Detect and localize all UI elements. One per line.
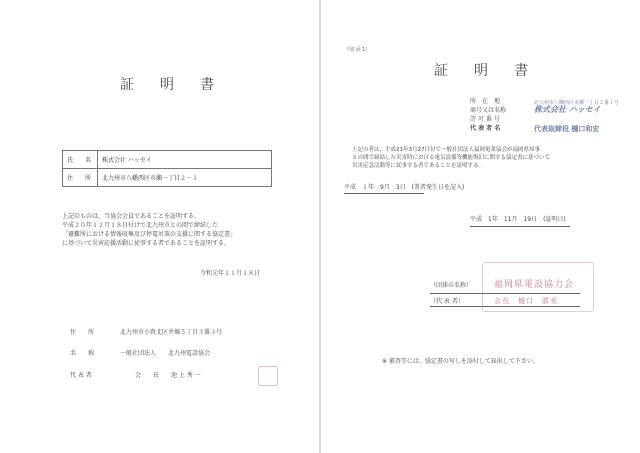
company-label: 商号又は名称 (470, 107, 507, 114)
left-date: 令和元年１１月１８日 (200, 270, 261, 277)
issue-date-line: 平成 １年 9月 3日 (署者発生日を記入) (344, 184, 465, 191)
issuer-address-label: 住 所 (70, 329, 95, 336)
issuer-name-value: 一般社団法人 北九州電設協会 (120, 350, 211, 357)
name-label: 氏 名 (63, 151, 98, 169)
representative-value: 代表取締役 樋口和宏 (534, 125, 600, 133)
issuer-rep-label: 代 表 者 (70, 372, 92, 379)
issuer-address-value: 北九州市小倉北区井堀５丁目３番３号 (120, 329, 223, 336)
cert-date-underline (470, 226, 570, 227)
company-value: 株式会社 ハッセイ (534, 105, 601, 114)
issuer-name-label: 名 称 (70, 350, 95, 357)
company-seal-icon (258, 366, 278, 386)
org-label: （団体の名称） (430, 282, 473, 289)
address-label: 住 所 (63, 169, 98, 187)
representative-label: 代 表 者 名 (470, 125, 501, 132)
body-line: 災害応急活動等に従事する者であることを証明する。 (352, 163, 485, 169)
right-body-text (352, 146, 550, 170)
form-note: （別 添 1） (344, 47, 371, 53)
rep-label: （代 表 者） (430, 298, 464, 305)
name-value: 株式会社 ハッセイ (98, 151, 272, 169)
association-stamp-icon (482, 262, 594, 312)
right-certificate-page (322, 0, 640, 453)
body-line: に基づいて災害応援活動に従事する者であることを証明する。 (62, 240, 231, 247)
cert-date-line: 平成 1年 11月 19日 (証明日) (470, 216, 566, 223)
body-line: 上記のものは、当協会会員であることを証明する。 (62, 213, 201, 220)
left-info-table (62, 150, 272, 187)
issue-date-underline (344, 193, 424, 194)
body-line: 「避難所における情報収集及び停電対策の支援に関する協定書」 (62, 231, 237, 238)
table-row (63, 169, 272, 187)
permit-label: 許 可 番 号 (470, 116, 500, 123)
issuer-rep-value: 会 長 池 上 秀 一 (135, 372, 201, 379)
org-name: 福岡県電設協力会 (494, 280, 575, 290)
right-title: 証 明 書 (434, 63, 534, 79)
body-line: 上記の者は、平成21年3月27日付で一般社団法人福岡電業協会が福岡県知事 (352, 147, 540, 153)
page-divider (319, 0, 321, 453)
left-title: 証 明 書 (120, 77, 220, 93)
footnote: ※ 審査等には、協定書の写しを添付して届出して下さい。 (382, 358, 539, 365)
location-label: 所 在 地 (470, 98, 501, 105)
location-value: 北九州市八幡西区市瀬一丁目２番１号 (534, 100, 620, 106)
left-body-text (62, 212, 236, 248)
body-line: との間で締結した災害時における電気設備等機能復旧に関する協定書に基づいて (352, 155, 551, 161)
table-row (63, 151, 272, 169)
address-value: 北九州市八幡西区市瀬一丁目２－１ (98, 169, 272, 187)
body-line: 平成２０年１２月１８日付けで北九州市との間で締結した (62, 222, 219, 229)
rep-name: 会長 樋口 勝美 (494, 297, 558, 305)
left-certificate-page (0, 0, 318, 453)
